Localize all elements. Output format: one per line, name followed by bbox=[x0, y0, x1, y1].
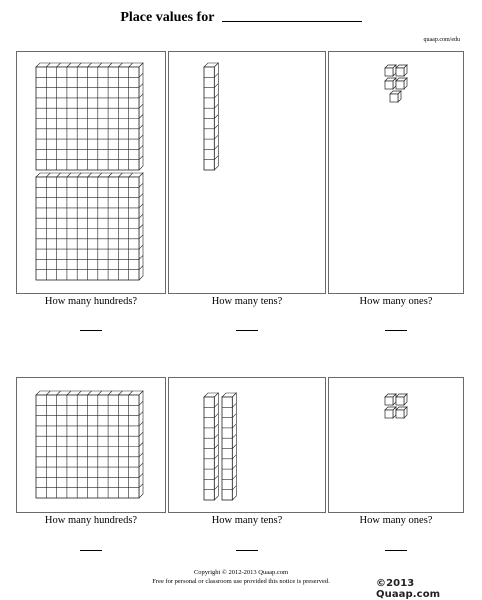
hundreds-question-2: How many hundreds? bbox=[44, 515, 138, 526]
ones-question-1: How many ones? bbox=[359, 296, 433, 307]
hundreds-block-1-2 bbox=[36, 173, 143, 280]
tens-question-2: How many tens? bbox=[211, 515, 283, 526]
ones-cube-2-2 bbox=[396, 394, 407, 405]
tens-rod-2-1 bbox=[204, 393, 218, 500]
copyright-text: Copyright © 2012-2013 Quaap.com bbox=[193, 569, 289, 576]
ones-cube-1-1 bbox=[385, 65, 396, 76]
ones-cube-1-3 bbox=[385, 78, 396, 89]
ones-cube-2-4 bbox=[396, 407, 407, 418]
ones-question-2: How many ones? bbox=[359, 515, 433, 526]
ones-cube-1-2 bbox=[396, 65, 407, 76]
tens-question-1: How many tens? bbox=[211, 296, 283, 307]
ones-cube-2-1 bbox=[385, 394, 396, 405]
hundreds-block-2-1 bbox=[36, 391, 143, 498]
tens-rod-2-2 bbox=[222, 393, 236, 500]
site-url: quaap.com/edu bbox=[423, 37, 460, 43]
title-text: Place values for bbox=[120, 10, 215, 25]
hundreds-question-1: How many hundreds? bbox=[44, 296, 138, 307]
ones-cube-1-4 bbox=[396, 78, 407, 89]
usage-notice: Free for personal or classroom use provided this notice is preserved. bbox=[152, 577, 330, 585]
hundreds-block-1-1 bbox=[36, 63, 143, 170]
watermark: ©2013 Quaap.com bbox=[376, 578, 441, 600]
ones-cube-1-5 bbox=[390, 91, 401, 102]
tens-rod-1-1 bbox=[204, 63, 218, 170]
ones-cube-2-3 bbox=[385, 407, 396, 418]
